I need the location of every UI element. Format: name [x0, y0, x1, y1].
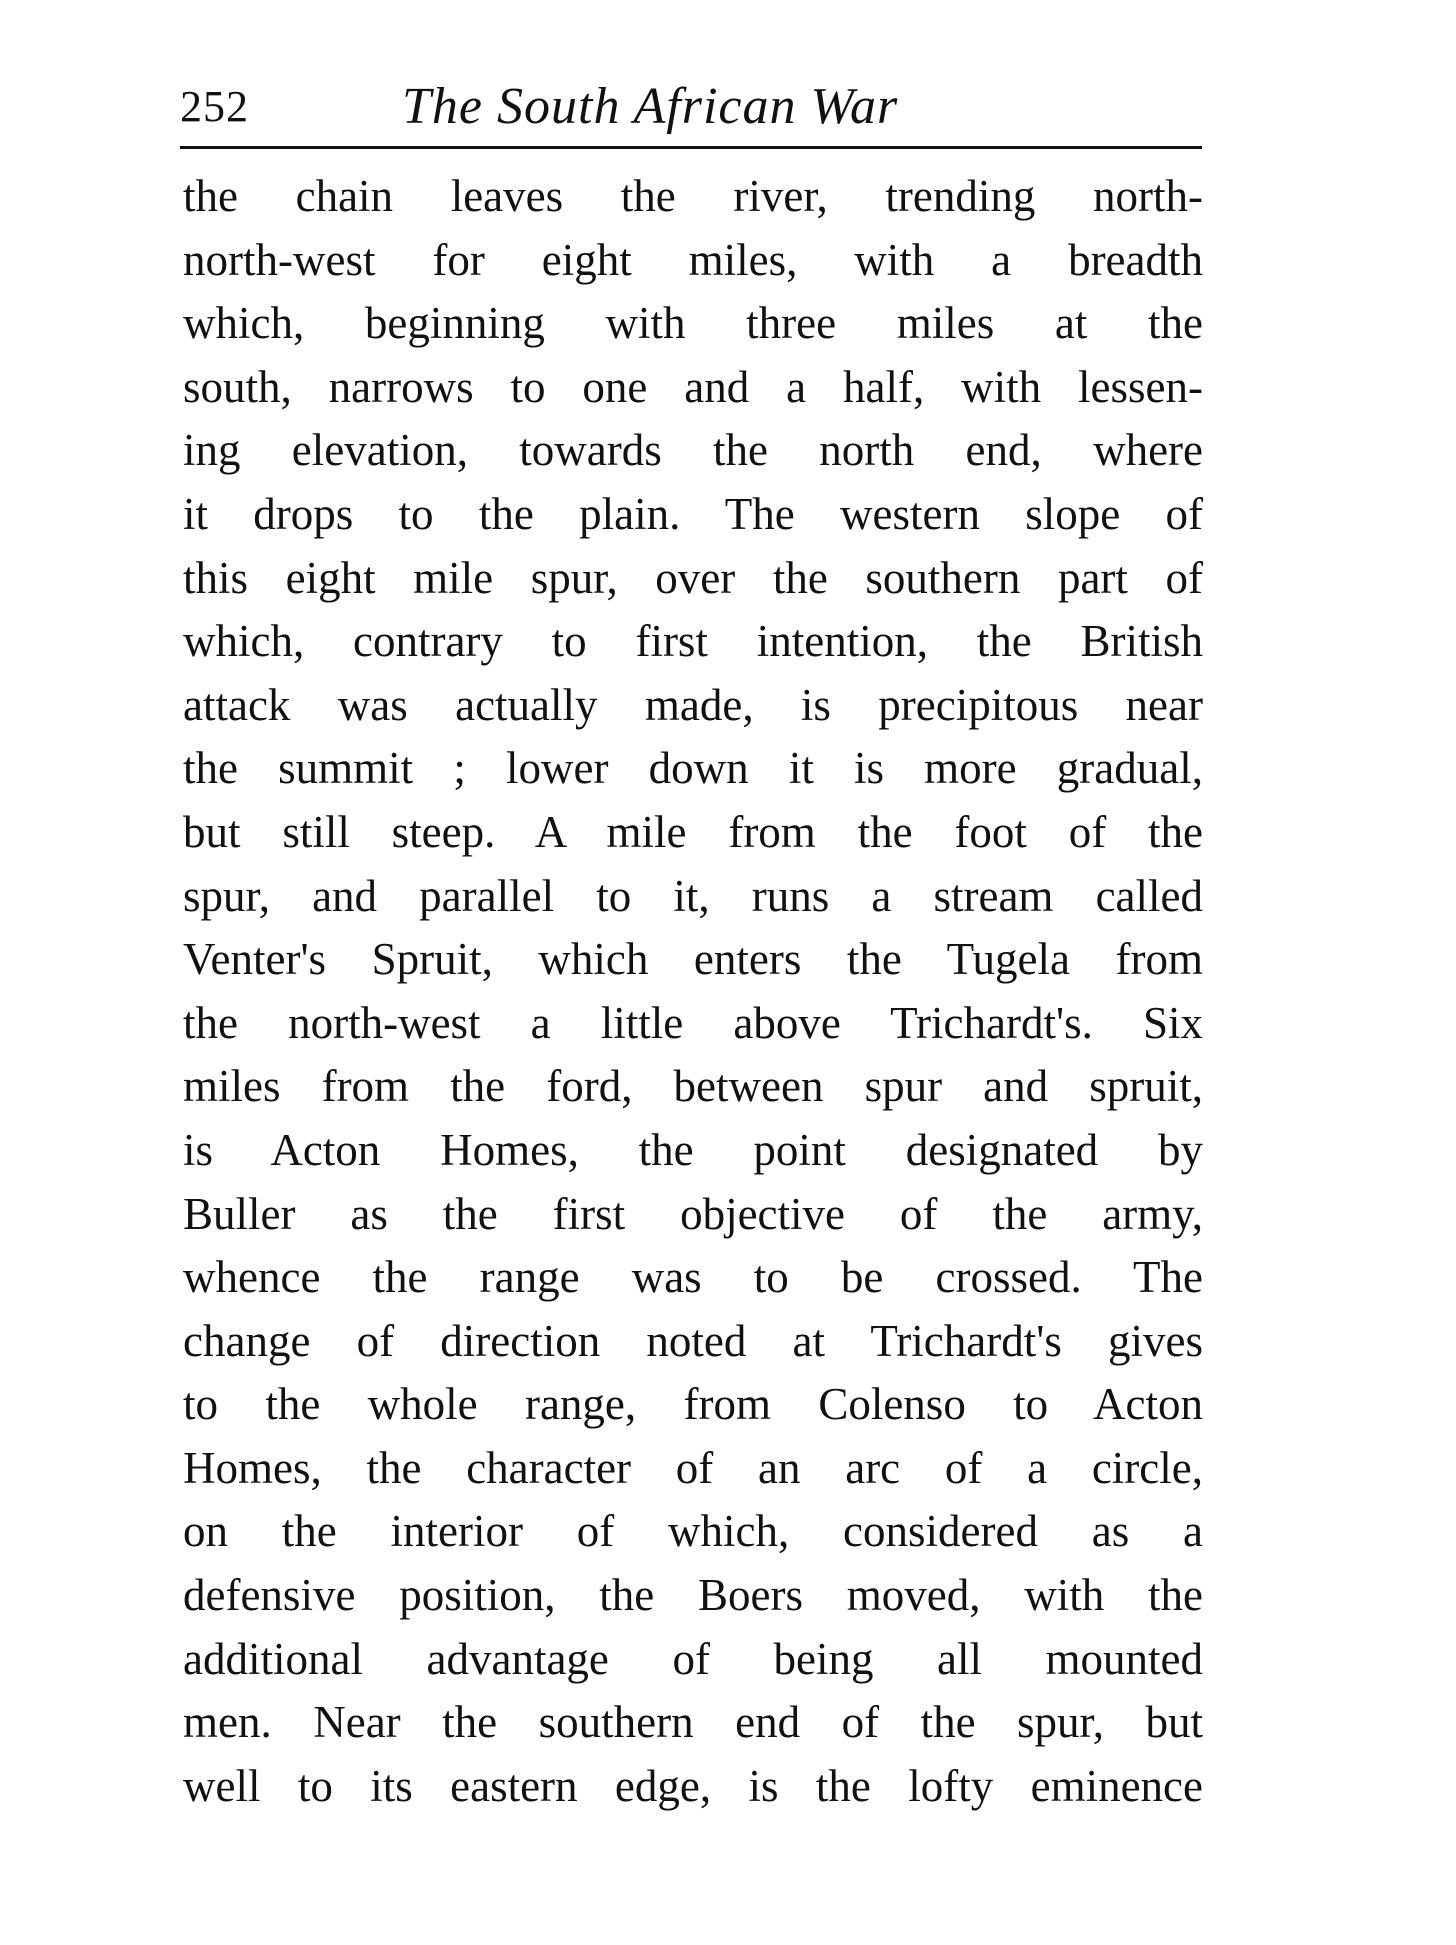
- text-line: attack was actually made, is precipitous near: [183, 679, 1203, 730]
- text-line: defensive position, the Boers moved, with the: [183, 1570, 1203, 1621]
- text-line: change of direction noted at Trichardt's gives: [183, 1315, 1203, 1366]
- text-line: south, narrows to one and a half, with lessen-: [183, 361, 1203, 412]
- text-line: additional advantage of being all mounted: [183, 1633, 1203, 1684]
- text-line: on the interior of which, considered as a: [183, 1506, 1203, 1557]
- text-line: Homes, the character of an arc of a circle,: [183, 1442, 1203, 1493]
- header-rule: [180, 146, 1202, 149]
- body-text: [183, 165, 1203, 1818]
- text-line: the chain leaves the river, trending north-: [183, 171, 1203, 221]
- text-line: which, beginning with three miles at the: [183, 298, 1203, 349]
- text-line: miles from the ford, between spur and spruit,: [183, 1061, 1203, 1112]
- text-line: is Acton Homes, the point designated by: [183, 1124, 1203, 1175]
- text-line: this eight mile spur, over the southern part of: [183, 552, 1203, 603]
- text-line: but still steep. A mile from the foot of the: [183, 806, 1203, 857]
- running-title: The South African War: [402, 78, 899, 135]
- page-number: 252: [180, 82, 249, 131]
- running-header: [180, 72, 1202, 142]
- text-line: Venter's Spruit, which enters the Tugela from: [183, 934, 1203, 985]
- text-line: well to its eastern edge, is the lofty eminence: [183, 1760, 1203, 1811]
- text-line: ing elevation, towards the north end, where: [183, 425, 1203, 476]
- text-line: whence the range was to be crossed. The: [183, 1252, 1203, 1303]
- text-line: the summit ; lower down it is more gradual,: [183, 743, 1203, 794]
- text-line: to the whole range, from Colenso to Acton: [183, 1379, 1203, 1430]
- text-line: Buller as the first objective of the army,: [183, 1188, 1203, 1239]
- text-line: the north-west a little above Trichardt's. Six: [183, 997, 1203, 1048]
- text-line: spur, and parallel to it, runs a stream called: [183, 870, 1203, 921]
- text-line: north-west for eight miles, with a breadth: [183, 234, 1203, 285]
- text-line: it drops to the plain. The western slope of: [183, 488, 1203, 539]
- text-line: which, contrary to first intention, the British: [183, 616, 1203, 667]
- text-line: men. Near the southern end of the spur, but: [183, 1697, 1203, 1748]
